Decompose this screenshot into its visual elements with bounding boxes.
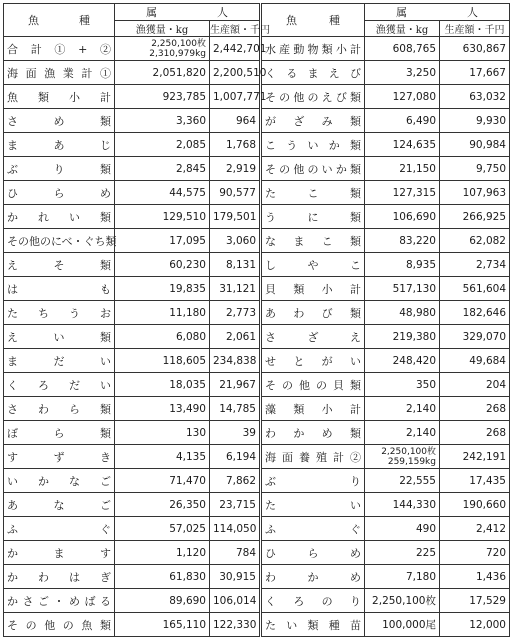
right-value-cell: 1,436	[440, 565, 510, 589]
table-row	[4, 349, 510, 373]
left-catch-cell	[115, 277, 210, 301]
right-value-cell: 2,412	[440, 517, 510, 541]
left-catch-line: 2,051,820	[152, 66, 206, 79]
right-catch-cell	[365, 229, 440, 253]
left-catch-cell	[115, 445, 210, 469]
zoku-label-left: 属	[146, 6, 157, 19]
left-value-cell: 6,194	[210, 445, 261, 469]
right-catch-cell	[365, 301, 440, 325]
jin-label-right: 人	[467, 6, 478, 19]
right-catch-line: 144,330	[392, 498, 436, 511]
left-value-cell: 23,715	[210, 493, 261, 517]
right-value-cell: 63,032	[440, 85, 510, 109]
right-fish-name: 貝類小計	[261, 277, 365, 301]
right-fish-name: ぶり	[261, 469, 365, 493]
left-fish-name: たちうお	[4, 301, 115, 325]
right-fish-name: その他のいか類	[261, 157, 365, 181]
zoku-header-right	[365, 4, 510, 21]
right-catch-line: 490	[415, 522, 436, 535]
right-catch-line: 6,490	[405, 114, 436, 127]
right-fish-name: くるまえび	[261, 61, 365, 85]
left-catch-line: 44,575	[169, 186, 206, 199]
left-fish-name: その他のにべ・ぐち類	[4, 229, 115, 253]
right-fish-name: ひらめ	[261, 541, 365, 565]
table-row	[4, 61, 510, 85]
left-fish-name: くろだい	[4, 373, 115, 397]
right-value-cell: 17,435	[440, 469, 510, 493]
left-catch-cell	[115, 229, 210, 253]
right-value-cell: 561,604	[440, 277, 510, 301]
right-catch-line: 2,250,100枚	[381, 446, 436, 457]
left-value-cell: 31,121	[210, 277, 261, 301]
left-value-cell: 2,773	[210, 301, 261, 325]
table-row	[4, 229, 510, 253]
left-value-cell: 8,131	[210, 253, 261, 277]
left-fish-name: かます	[4, 541, 115, 565]
right-fish-name: あわび類	[261, 301, 365, 325]
left-value-cell: 39	[210, 421, 261, 445]
right-catch-line: 225	[415, 546, 436, 559]
right-catch-line: 2,140	[405, 426, 436, 439]
right-value-cell: 268	[440, 421, 510, 445]
left-catch-line: 165,110	[162, 618, 206, 631]
left-catch-line: 19,835	[169, 282, 206, 295]
left-catch-line: 17,095	[169, 234, 206, 247]
right-value-cell: 630,867	[440, 37, 510, 61]
left-fish-name: はも	[4, 277, 115, 301]
right-catch-cell	[365, 205, 440, 229]
left-catch-cell	[115, 541, 210, 565]
right-catch-cell	[365, 613, 440, 637]
table-row	[4, 157, 510, 181]
right-catch-line: 608,765	[392, 42, 436, 55]
right-fish-name: うに類	[261, 205, 365, 229]
right-catch-cell	[365, 37, 440, 61]
left-catch-line: 26,350	[169, 498, 206, 511]
right-fish-name: こういか類	[261, 133, 365, 157]
left-catch-cell	[115, 613, 210, 637]
table-row	[4, 517, 510, 541]
left-fish-name: ひらめ	[4, 181, 115, 205]
left-value-cell: 30,915	[210, 565, 261, 589]
table-row	[4, 541, 510, 565]
left-catch-line: 89,690	[169, 594, 206, 607]
left-fish-name: あなご	[4, 493, 115, 517]
right-fish-name: その他の貝類	[261, 373, 365, 397]
catch-header-right: 漁獲量・kg	[365, 21, 440, 37]
left-value-cell: 1,768	[210, 133, 261, 157]
right-value-cell: 182,646	[440, 301, 510, 325]
table-row	[4, 205, 510, 229]
table-row	[4, 493, 510, 517]
left-value-cell: 21,967	[210, 373, 261, 397]
catch-header-left: 漁獲量・kg	[115, 21, 210, 37]
right-fish-name: がざみ類	[261, 109, 365, 133]
right-fish-name: なまこ類	[261, 229, 365, 253]
right-fish-name: その他のえび類	[261, 85, 365, 109]
right-value-cell: 2,734	[440, 253, 510, 277]
zoku-header-left	[115, 4, 261, 21]
right-value-cell: 107,963	[440, 181, 510, 205]
right-value-cell: 17,529	[440, 589, 510, 613]
left-catch-cell	[115, 109, 210, 133]
left-catch-cell	[115, 133, 210, 157]
left-fish-name: いかなご	[4, 469, 115, 493]
left-catch-line: 3,360	[175, 114, 206, 127]
value-header-right: 生産額・千円	[440, 21, 510, 37]
left-value-cell: 234,838	[210, 349, 261, 373]
left-catch-line: 18,035	[169, 378, 206, 391]
table-row	[4, 277, 510, 301]
right-value-cell: 268	[440, 397, 510, 421]
right-catch-cell	[365, 253, 440, 277]
right-value-cell: 266,925	[440, 205, 510, 229]
left-catch-cell	[115, 469, 210, 493]
left-value-cell: 2,442,701	[210, 37, 261, 61]
right-catch-line: 106,690	[392, 210, 436, 223]
left-fish-name: 魚類小計	[4, 85, 115, 109]
table-row	[4, 133, 510, 157]
left-fish-name: さわら類	[4, 397, 115, 421]
left-fish-name: さめ類	[4, 109, 115, 133]
right-catch-cell	[365, 589, 440, 613]
table-row	[4, 325, 510, 349]
right-catch-cell	[365, 61, 440, 85]
right-fish-name: たい	[261, 493, 365, 517]
table-row	[4, 565, 510, 589]
table-row	[4, 253, 510, 277]
right-catch-cell	[365, 349, 440, 373]
left-value-cell: 14,785	[210, 397, 261, 421]
jin-label-left: 人	[217, 6, 228, 19]
right-fish-name: たい類種苗	[261, 613, 365, 637]
right-catch-line: 83,220	[399, 234, 436, 247]
right-catch-line: 2,250,100枚	[372, 595, 436, 607]
right-catch-cell	[365, 133, 440, 157]
right-catch-cell	[365, 493, 440, 517]
right-catch-cell	[365, 421, 440, 445]
right-fish-name: さざえ	[261, 325, 365, 349]
table-row	[4, 421, 510, 445]
left-value-cell: 2,919	[210, 157, 261, 181]
left-catch-cell	[115, 157, 210, 181]
right-catch-line: 2,140	[405, 402, 436, 415]
table-row	[4, 397, 510, 421]
left-catch-cell	[115, 373, 210, 397]
left-value-cell: 179,501	[210, 205, 261, 229]
right-value-cell: 90,984	[440, 133, 510, 157]
left-value-cell: 122,330	[210, 613, 261, 637]
right-catch-cell	[365, 565, 440, 589]
zoku-label-right: 属	[396, 6, 407, 19]
left-catch-line: 6,080	[175, 330, 206, 343]
left-catch-line: 60,230	[169, 258, 206, 271]
table-row	[4, 613, 510, 637]
right-value-cell: 9,750	[440, 157, 510, 181]
left-catch-cell	[115, 565, 210, 589]
right-fish-name: たこ類	[261, 181, 365, 205]
right-value-cell: 62,082	[440, 229, 510, 253]
left-value-cell: 784	[210, 541, 261, 565]
left-catch-line: 130	[185, 426, 206, 439]
right-fish-name: わかめ類	[261, 421, 365, 445]
left-catch-line: 2,250,100枚	[151, 38, 206, 49]
right-fish-name: 海面養殖計②	[261, 445, 365, 469]
table-body	[4, 37, 510, 637]
right-catch-cell	[365, 157, 440, 181]
left-value-cell: 1,007,771	[210, 85, 261, 109]
value-header-left: 生産額・千円	[210, 21, 261, 37]
left-fish-name: えそ類	[4, 253, 115, 277]
right-catch-line: 350	[415, 378, 436, 391]
left-catch-line: 4,135	[175, 450, 206, 463]
right-catch-line: 517,130	[392, 282, 436, 295]
right-catch-cell	[365, 85, 440, 109]
left-catch-line: 2,845	[175, 162, 206, 175]
table-row	[4, 469, 510, 493]
left-fish-name: 海面漁業計①	[4, 61, 115, 85]
right-catch-line: 7,180	[405, 570, 436, 583]
right-catch-line: 8,935	[405, 258, 436, 271]
fishery-production-table	[3, 3, 510, 637]
right-fish-name: わかめ	[261, 565, 365, 589]
left-catch-cell	[115, 37, 210, 61]
right-value-cell: 9,930	[440, 109, 510, 133]
left-catch-line: 13,490	[169, 402, 206, 415]
right-catch-cell	[365, 469, 440, 493]
table-row	[4, 181, 510, 205]
left-fish-name: ぶり類	[4, 157, 115, 181]
right-catch-cell	[365, 325, 440, 349]
right-fish-name: 水産動物類小計	[261, 37, 365, 61]
left-catch-line: 11,180	[169, 306, 206, 319]
table-row	[4, 37, 510, 61]
right-catch-cell	[365, 445, 440, 469]
right-fish-name: くろのり	[261, 589, 365, 613]
left-catch-cell	[115, 301, 210, 325]
right-catch-line: 22,555	[399, 474, 436, 487]
left-fish-name: その他の魚類	[4, 613, 115, 637]
right-value-cell: 242,191	[440, 445, 510, 469]
right-value-cell: 204	[440, 373, 510, 397]
left-catch-line: 1,120	[175, 546, 206, 559]
left-value-cell: 114,050	[210, 517, 261, 541]
right-catch-line: 100,000尾	[382, 619, 436, 631]
left-value-cell: 3,060	[210, 229, 261, 253]
left-catch-line: 129,510	[162, 210, 206, 223]
left-catch-line: 71,470	[169, 474, 206, 487]
right-fish-name: しやこ	[261, 253, 365, 277]
left-catch-line: 61,830	[169, 570, 206, 583]
left-catch-cell	[115, 589, 210, 613]
left-catch-cell	[115, 205, 210, 229]
right-catch-line: 127,315	[392, 186, 436, 199]
right-fish-name: ふぐ	[261, 517, 365, 541]
left-fish-name: まあじ	[4, 133, 115, 157]
left-value-cell: 106,014	[210, 589, 261, 613]
right-catch-cell	[365, 541, 440, 565]
left-catch-cell	[115, 85, 210, 109]
table-row	[4, 109, 510, 133]
left-catch-cell	[115, 325, 210, 349]
right-fish-name: 藻類小計	[261, 397, 365, 421]
left-catch-cell	[115, 397, 210, 421]
left-fish-name: まだい	[4, 349, 115, 373]
left-fish-name: かさご・めばる	[4, 589, 115, 613]
left-fish-name: かれい類	[4, 205, 115, 229]
right-fish-name: せとがい	[261, 349, 365, 373]
left-catch-line: 57,025	[169, 522, 206, 535]
left-value-cell: 90,577	[210, 181, 261, 205]
left-catch-line: 118,605	[162, 354, 206, 367]
right-catch-cell	[365, 373, 440, 397]
right-catch-cell	[365, 109, 440, 133]
left-fish-name: ぼら類	[4, 421, 115, 445]
left-catch-cell	[115, 349, 210, 373]
header-row-top	[4, 4, 510, 21]
right-catch-cell	[365, 517, 440, 541]
right-catch-cell	[365, 277, 440, 301]
left-catch-cell	[115, 493, 210, 517]
left-fish-name: 合計①+②	[4, 37, 115, 61]
right-catch-cell	[365, 181, 440, 205]
left-catch-cell	[115, 421, 210, 445]
right-catch-line: 48,980	[399, 306, 436, 319]
left-catch-cell	[115, 181, 210, 205]
right-value-cell: 720	[440, 541, 510, 565]
left-value-cell: 2,061	[210, 325, 261, 349]
table-row	[4, 589, 510, 613]
left-value-cell: 964	[210, 109, 261, 133]
table-row	[4, 85, 510, 109]
left-fish-name: かわはぎ	[4, 565, 115, 589]
left-value-cell: 2,200,510	[210, 61, 261, 85]
right-value-cell: 12,000	[440, 613, 510, 637]
fish-type-header-right: 魚 種	[261, 4, 365, 37]
left-catch-cell	[115, 517, 210, 541]
right-catch-line: 3,250	[405, 66, 436, 79]
left-catch-line: 2,085	[175, 138, 206, 151]
right-catch-line: 248,420	[392, 354, 436, 367]
left-fish-name: ふぐ	[4, 517, 115, 541]
right-catch-line: 219,380	[392, 330, 436, 343]
left-catch-cell	[115, 253, 210, 277]
left-catch-line: 2,310,979kg	[149, 48, 206, 59]
right-catch-cell	[365, 397, 440, 421]
left-fish-name: えい類	[4, 325, 115, 349]
left-fish-name: すずき	[4, 445, 115, 469]
left-value-cell: 7,862	[210, 469, 261, 493]
left-catch-line: 923,785	[162, 90, 206, 103]
table-row	[4, 445, 510, 469]
right-value-cell: 17,667	[440, 61, 510, 85]
right-catch-line: 21,150	[399, 162, 436, 175]
fish-type-header-left: 魚 種	[4, 4, 115, 37]
table-row	[4, 373, 510, 397]
right-value-cell: 49,684	[440, 349, 510, 373]
left-catch-cell	[115, 61, 210, 85]
right-catch-line: 127,080	[392, 90, 436, 103]
right-value-cell: 190,660	[440, 493, 510, 517]
table-row	[4, 301, 510, 325]
right-value-cell: 329,070	[440, 325, 510, 349]
right-catch-line: 259,159kg	[387, 456, 436, 467]
right-catch-line: 124,635	[392, 138, 436, 151]
